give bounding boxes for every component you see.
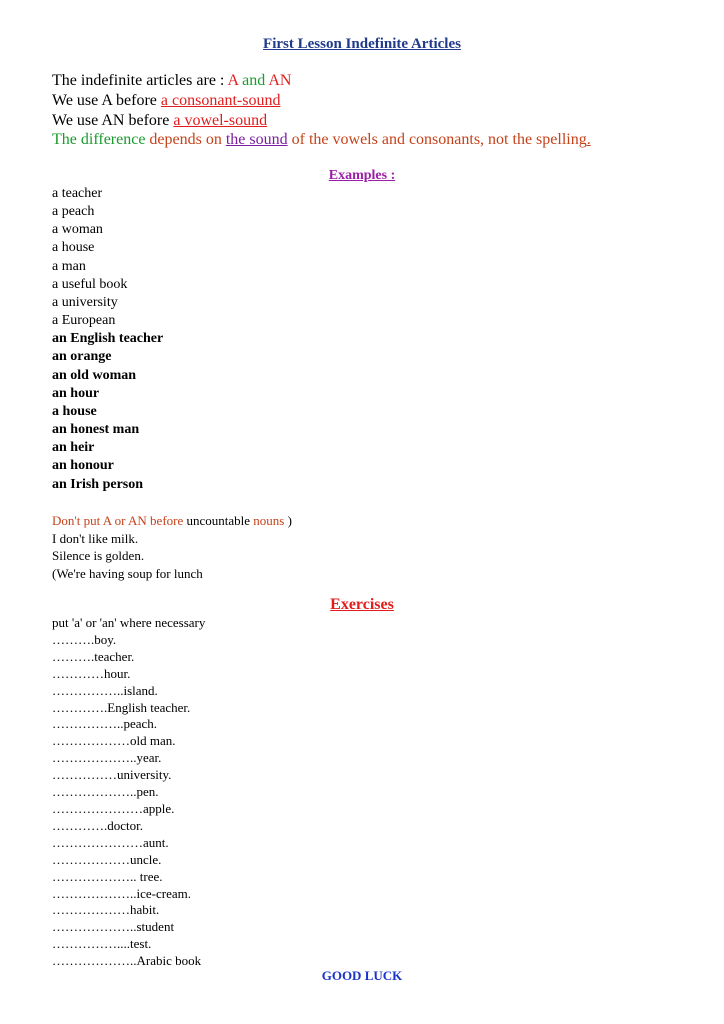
intro-line-4 bbox=[52, 130, 591, 150]
exercises-instruction: put 'a' or 'an' where necessary bbox=[52, 615, 206, 630]
note-example: (We're having soup for lunch bbox=[52, 565, 203, 581]
exercise-item: …………………apple. bbox=[52, 800, 175, 816]
intro-line-1 bbox=[52, 71, 591, 91]
exercise-item: ………………uncle. bbox=[52, 851, 162, 867]
exercise-item: ………………..Arabic book bbox=[52, 953, 202, 969]
intro-line-3 bbox=[52, 111, 591, 131]
exercise-item: ………………..ice-cream. bbox=[52, 885, 191, 901]
note-part3: nouns bbox=[253, 513, 285, 528]
intro-line4-part1: The difference bbox=[52, 131, 150, 149]
note-part1: Don't put A or AN before bbox=[52, 513, 187, 528]
exercise-item: ………………old man. bbox=[52, 733, 176, 749]
example-item-bold: an Irish person bbox=[52, 476, 144, 492]
good-luck-footer: GOOD LUCK bbox=[321, 968, 403, 983]
exercise-item: …………………aunt. bbox=[52, 834, 169, 850]
example-item: a peach bbox=[52, 204, 95, 220]
intro-line1-prefix: The indefinite articles are : bbox=[52, 72, 228, 89]
example-item-bold: an hour bbox=[52, 385, 100, 401]
note-example: Silence is golden. bbox=[52, 548, 145, 563]
example-item-bold: an English teacher bbox=[52, 331, 164, 347]
consonant-sound-link: a consonant-sound bbox=[160, 91, 281, 109]
intro-line-2 bbox=[52, 91, 591, 111]
the-sound-link: the sound bbox=[225, 131, 288, 149]
note-rule bbox=[52, 512, 292, 530]
example-item: a European bbox=[52, 313, 116, 329]
intro-line3-prefix: We use AN before bbox=[52, 111, 174, 129]
exercise-item: ……………..island. bbox=[52, 682, 158, 698]
article-an: AN bbox=[268, 72, 292, 89]
intro-line4-part4: of the vowels and consonants, not the spelling bbox=[287, 131, 587, 149]
intro-line4-part2: depends on bbox=[149, 131, 226, 149]
example-item: a man bbox=[52, 258, 86, 274]
uncountable-note bbox=[52, 512, 292, 582]
exercise-item: …………hour. bbox=[52, 665, 131, 681]
article-a: A bbox=[227, 72, 239, 89]
exercise-item: ……….teacher. bbox=[52, 648, 135, 664]
exercise-item: ……………..peach. bbox=[52, 716, 158, 732]
exercise-item: ……….boy. bbox=[52, 631, 117, 647]
intro-line2-prefix: We use A before bbox=[52, 91, 161, 109]
intro-line4-period: . bbox=[586, 131, 591, 149]
example-item: a university bbox=[52, 294, 118, 310]
note-part4: ) bbox=[284, 513, 292, 528]
example-item: a woman bbox=[52, 222, 103, 238]
exercises-list bbox=[52, 615, 205, 970]
example-item-bold: a house bbox=[52, 403, 97, 419]
example-item-bold: an honour bbox=[52, 458, 114, 474]
exercise-item: ………………..pen. bbox=[52, 784, 159, 800]
exercise-item: ………………..student bbox=[52, 919, 175, 935]
exercise-item: ………………habit. bbox=[52, 902, 160, 918]
note-part2: uncountable bbox=[186, 513, 254, 528]
example-item-bold: an honest man bbox=[52, 422, 140, 438]
examples-list bbox=[52, 185, 163, 494]
intro-block bbox=[52, 71, 591, 150]
exercise-item: ……………university. bbox=[52, 767, 172, 783]
example-item: a house bbox=[52, 240, 95, 256]
exercise-item: ………….doctor. bbox=[52, 817, 143, 833]
example-item-bold: an heir bbox=[52, 440, 95, 456]
note-example: I don't like milk. bbox=[52, 530, 139, 546]
example-item-bold: an old woman bbox=[52, 367, 137, 383]
examples-heading: Examples : bbox=[328, 168, 396, 183]
vowel-sound-link: a vowel-sound bbox=[173, 111, 268, 129]
exercise-item: ………………..year. bbox=[52, 750, 162, 766]
example-item: a teacher bbox=[52, 186, 103, 201]
page-title: First Lesson Indefinite Articles bbox=[263, 36, 461, 52]
exercise-item: ……………….. tree. bbox=[52, 868, 163, 884]
example-item: a useful book bbox=[52, 276, 128, 292]
exercises-heading: Exercises bbox=[330, 596, 394, 613]
exercise-item: ……………....test. bbox=[52, 936, 152, 952]
exercise-item: ………….English teacher. bbox=[52, 699, 191, 715]
intro-and: and bbox=[238, 72, 269, 89]
example-item-bold: an orange bbox=[52, 349, 112, 365]
